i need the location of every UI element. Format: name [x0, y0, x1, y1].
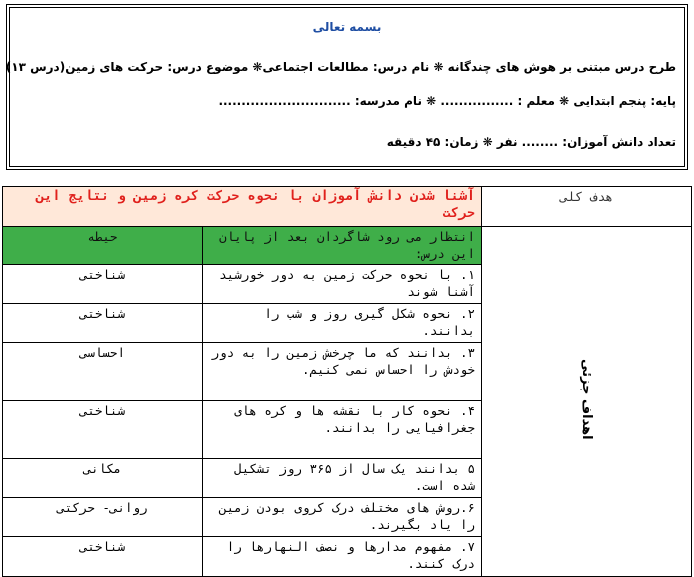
header-line-lesson-info: طرح درس مبتنی بر هوش های چندگانه ❋ نام درس: مطالعات اجتماعی❋ موضوع درس: حرکت های زمین(درس ۱۳) — [5, 60, 676, 74]
objective-cell: ۶.روش های مختلف درک کروی بودن زمین را یاد بگیرند. — [202, 498, 481, 537]
partial-goals-label: اهداف جزئی — [579, 359, 595, 440]
domain-header: حیطه — [3, 227, 203, 265]
general-goal-text: آشنا شدن دانش آموزان با نحوه حرکت کره زمین و نتایج این حرکت — [3, 187, 482, 227]
domain-cell: روانی- حرکتی — [3, 498, 203, 537]
domain-cell: شناختی — [3, 304, 203, 343]
domain-cell: شناختی — [3, 537, 203, 577]
objective-cell: ۴. نحوه کار با نقشه ها و کره های جغرافیایی را بدانند. — [202, 401, 481, 459]
domain-cell: شناختی — [3, 401, 203, 459]
lesson-plan-table — [2, 186, 692, 577]
objective-cell: ۳. بدانند که ما چرخش زمین را به دور خودش را احساس نمی کنیم. — [202, 343, 481, 401]
partial-goals-cell — [482, 227, 692, 577]
domain-cell: احساسی — [3, 343, 203, 401]
domain-cell: شناختی — [3, 265, 203, 304]
header-line-grade-teacher: پایه: پنجم ابتدایی ❋ معلم : ................ ❋ نام مدرسه: ............................. — [218, 94, 676, 108]
objective-cell: ۷. مفهوم مدارها و نصف النهارها را درک کنند. — [202, 537, 481, 577]
general-goal-row — [3, 187, 692, 227]
lesson-plan-header — [6, 4, 688, 170]
objective-cell: ۱. با نحوه حرکت زمین به دور خورشید آشنا شوند — [202, 265, 481, 304]
objective-cell: ۲. نحوه شکل گیری روز و شب را بدانند. — [202, 304, 481, 343]
general-goal-label: هدف کلی — [482, 187, 692, 227]
header-title: بسمه تعالی — [312, 20, 382, 34]
objective-cell: ۵ بدانند یک سال از ۳۶۵ روز تشکیل شده است. — [202, 459, 481, 498]
expectation-header: انتظار می رود شاگردان بعد از پایان این درس: — [202, 227, 481, 265]
header-line-students-time: تعداد دانش آموزان: ........ نفر ❋ زمان: ۴۵ دقیقه — [386, 135, 676, 149]
domain-cell: مکانی — [3, 459, 203, 498]
table-header-row — [3, 227, 692, 265]
